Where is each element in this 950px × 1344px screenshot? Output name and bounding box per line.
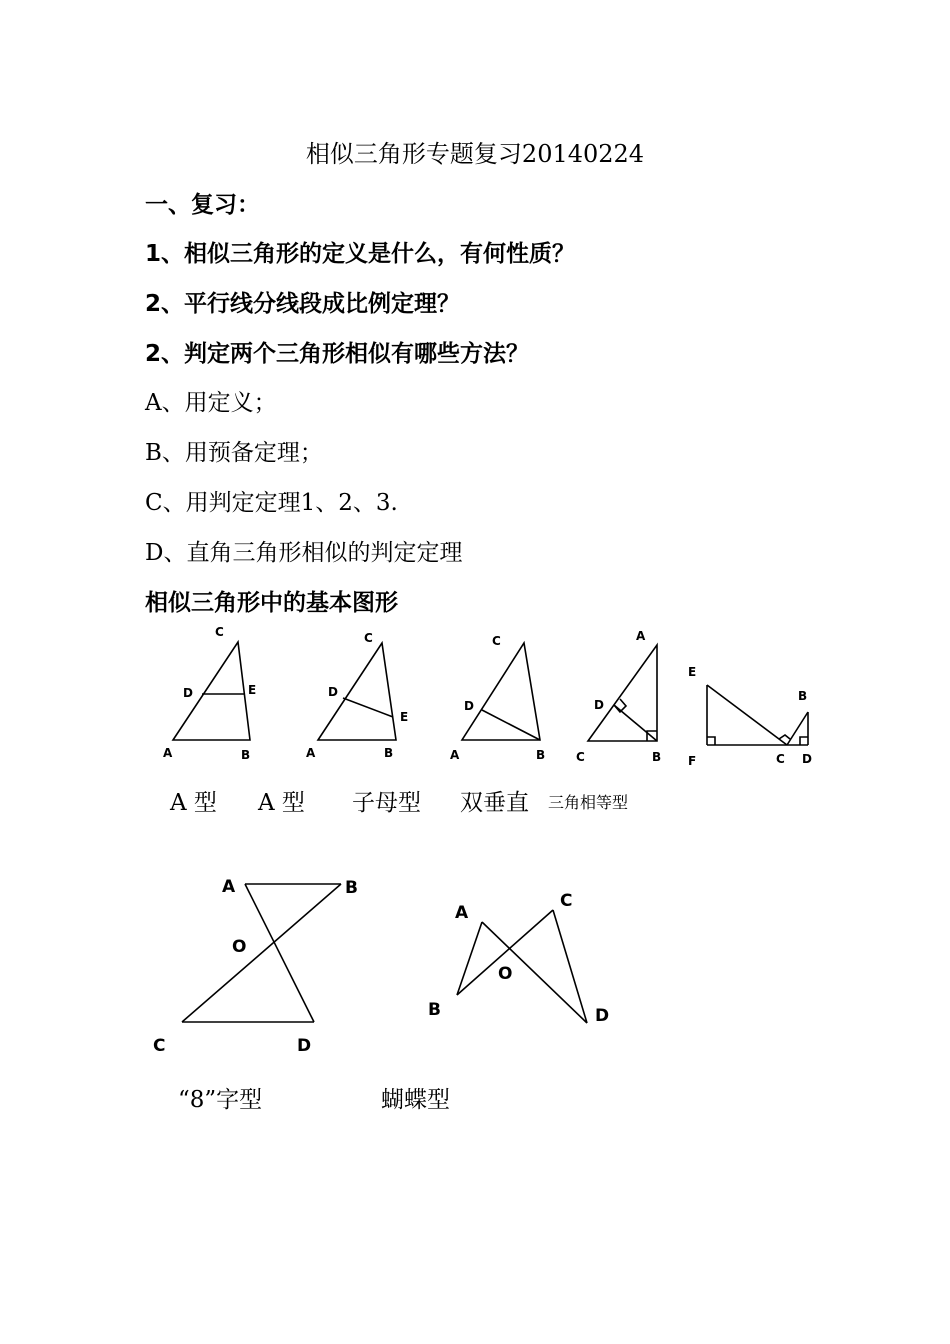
triangle-abc (462, 643, 540, 740)
label-b: B (798, 689, 808, 703)
caption-butterfly: 蝴蝶型 (381, 1087, 450, 1113)
basic-figures-heading: 相似三角形中的基本图形 (145, 590, 398, 616)
label-o: O (498, 964, 513, 984)
caption-a-type-2: A 型 (258, 790, 305, 816)
label-d: D (328, 685, 338, 699)
segment-bc (182, 884, 341, 1022)
caption-three-equal-angles: 三角相等型 (548, 793, 629, 812)
right-angle-mark-c (779, 735, 790, 739)
label-e: E (248, 683, 257, 697)
label-b: B (241, 748, 251, 762)
figure-a-type-1 (155, 620, 275, 770)
label-a: A (306, 746, 316, 760)
label-d: D (183, 686, 193, 700)
label-a: A (450, 748, 460, 762)
label-b: B (428, 1000, 441, 1020)
triangle-abc (588, 645, 657, 741)
right-angle-mark-d (800, 737, 808, 745)
question-3: 2、判定两个三角形相似有哪些方法？ (145, 341, 530, 367)
label-d: D (802, 752, 812, 766)
method-c: C、用判定定理1、2、3. (145, 490, 398, 516)
caption-mother-child: 子母型 (352, 790, 421, 816)
method-a: A、用定义； (145, 390, 277, 416)
figure-mother-child (440, 628, 560, 773)
label-c: C (153, 1036, 166, 1056)
figure-8-type (145, 868, 375, 1068)
segment-bd (614, 705, 657, 741)
label-d: D (297, 1036, 312, 1056)
label-o: O (232, 937, 247, 957)
figure-butterfly (420, 880, 620, 1040)
document-title: 相似三角形专题复习20140224 (305, 140, 645, 168)
method-d: D、直角三角形相似的判定定理 (145, 540, 463, 566)
label-e: E (688, 665, 697, 679)
label-d: D (595, 1006, 610, 1026)
segment-ad (245, 884, 314, 1022)
label-b: B (536, 748, 546, 762)
label-b: B (652, 750, 662, 764)
caption-a-type-1: A 型 (170, 790, 217, 816)
label-b: B (345, 878, 358, 898)
label-c: C (492, 634, 501, 648)
label-a: A (455, 903, 469, 923)
label-b: B (384, 746, 394, 760)
label-c: C (215, 625, 224, 639)
label-a: A (222, 877, 236, 897)
label-c: C (776, 752, 785, 766)
segment-ec (707, 685, 787, 745)
question-2: 2、平行线分线段成比例定理？ (145, 291, 461, 317)
section-review-heading: 一、复习： (145, 192, 260, 218)
label-c: C (560, 891, 573, 911)
right-angle-mark-f (707, 737, 715, 745)
label-c: C (576, 750, 585, 764)
figure-a-type-2 (298, 625, 423, 770)
caption-8-type: “8”字型 (178, 1087, 263, 1113)
label-e: E (400, 710, 409, 724)
segment-cb (787, 712, 808, 745)
label-a: A (636, 629, 646, 643)
question-1: 1、相似三角形的定义是什么，有何性质？ (145, 241, 576, 267)
label-d: D (464, 699, 474, 713)
figure-double-perpendicular (570, 625, 680, 775)
figure-three-equal-angles (680, 655, 820, 775)
method-b: B、用预备定理； (145, 440, 323, 466)
label-f: F (688, 754, 697, 768)
caption-double-perpendicular: 双垂直 (460, 790, 529, 816)
segment-bd (482, 710, 540, 740)
label-d: D (594, 698, 604, 712)
label-c: C (364, 631, 373, 645)
label-a: A (163, 746, 173, 760)
segment-de (343, 698, 393, 717)
